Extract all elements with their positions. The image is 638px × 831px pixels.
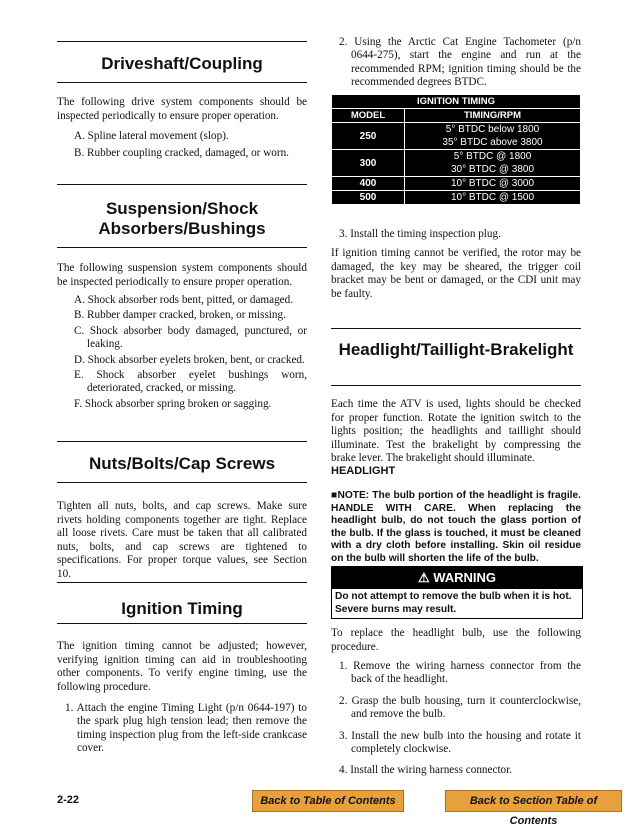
list-item: A. Shock absorber rods bent, pitted, or damaged. xyxy=(74,294,294,306)
warning-box xyxy=(331,566,583,619)
driveshaft-intro: The following drive system components should be inspected periodically to ensure proper operation. xyxy=(57,96,307,122)
timing-line: 35° BTDC above 3800 xyxy=(442,137,543,148)
ignition-steps-final xyxy=(331,228,581,241)
timing-cell xyxy=(405,123,581,150)
ignition-steps xyxy=(57,702,307,756)
driveshaft-heading: Driveshaft/Coupling xyxy=(101,54,263,73)
warning-title: ⚠ WARNING xyxy=(332,567,582,589)
list-item: B. Rubber coupling cracked, damaged, or worn. xyxy=(74,147,289,159)
column-header-timing: TIMING/RPM xyxy=(405,109,581,123)
verify-note: If ignition timing cannot be verified, the rotor may be damaged, the key may be sheared, the trigger coil bracket may be bent or damaged, or the CDI unit may be faulty. xyxy=(331,247,581,300)
headlight-heading: Headlight/Taillight-Brakelight xyxy=(338,340,574,359)
table-row xyxy=(332,177,581,191)
headlight-subhead: HEADLIGHT xyxy=(331,465,396,477)
list-item: 1. Remove the wiring harness connector from the back of the headlight. xyxy=(339,660,581,686)
table-title: IGNITION TIMING xyxy=(332,95,581,109)
model-cell: 250 xyxy=(332,123,405,150)
nuts-body: Tighten all nuts, bolts, and cap screws. Make sure rivets holding components together are tight. Replace all loose rivets. Care must be taken that all calibrated nuts, bolts, and cap screws are tightened to specifications. For proper torque values, see Section 10. xyxy=(57,500,307,580)
section-heading-suspension xyxy=(57,184,307,248)
model-cell: 400 xyxy=(332,177,405,191)
model-cell: 500 xyxy=(332,191,405,205)
timing-cell: 10° BTDC @ 1500 xyxy=(405,191,581,205)
headlight-steps xyxy=(331,660,581,778)
list-item: 1. Attach the engine Timing Light (p/n 0644-197) to the spark plug high tension lead; then remove the timing inspection plug from the left-side crankcase cover. xyxy=(65,702,307,755)
list-item: 2. Grasp the bulb housing, turn it counterclockwise, and remove the bulb. xyxy=(339,694,581,721)
model-cell: 300 xyxy=(332,150,405,177)
timing-cell: 10° BTDC @ 3000 xyxy=(405,177,581,191)
list-item: A. Spline lateral movement (slop). xyxy=(74,130,229,142)
nuts-heading: Nuts/Bolts/Cap Screws xyxy=(88,454,276,473)
warning-text: Do not attempt to remove the bulb when it is hot. Severe burns may result. xyxy=(335,591,572,615)
ignition-heading: Ignition Timing xyxy=(121,599,243,618)
timing-line: 5° BTDC below 1800 xyxy=(445,124,540,135)
list-item: 3. Install the new bulb into the housing and rotate it completely clockwise. xyxy=(339,729,581,756)
back-to-section-toc-button[interactable]: Back to Section Table of Contents xyxy=(445,790,622,812)
list-item: 2. Using the Arctic Cat Engine Tachometer (p/n 0644-275), start the engine and run at the recommended RPM; ignition timing should be the recommended degrees BTDC. xyxy=(339,36,581,89)
headlight-note: ■NOTE: The bulb portion of the headlight is fragile. HANDLE WITH CARE. When replacing the headlight bulb, do not touch the glass portion of the bulb. If the glass is touched, it must be cleaned with a dry cloth before installing. Skin oil residue on the bulb will shorten the life of the bulb. xyxy=(331,490,581,564)
ignition-body: The ignition timing cannot be adjusted; however, verifying ignition timing can aid in troubleshooting other components. To verify engine timing, use the following procedure. xyxy=(57,640,307,693)
list-item: F. Shock absorber spring broken or sagging. xyxy=(74,397,272,410)
section-heading-driveshaft xyxy=(57,41,307,83)
list-item: 4. Install the wiring harness connector. xyxy=(339,764,513,777)
list-item: B. Rubber damper cracked, broken, or missing. xyxy=(74,309,286,322)
timing-line: 30° BTDC @ 3800 xyxy=(450,164,535,175)
page-number: 2-22 xyxy=(57,794,80,806)
suspension-heading: Suspension/Shock Absorbers/Bushings xyxy=(98,199,266,238)
timing-cell xyxy=(405,150,581,177)
section-heading-headlight xyxy=(331,328,581,386)
list-item: E. Shock absorber eyelet bushings worn, deteriorated, cracked, or missing. xyxy=(74,369,307,395)
suspension-intro: The following suspension system components should be inspected periodically to ensure proper operation. xyxy=(57,262,307,288)
list-item: D. Shock absorber eyelets broken, bent, or cracked. xyxy=(74,353,305,366)
section-heading-ignition xyxy=(57,582,307,624)
list-item: 3. Install the timing inspection plug. xyxy=(339,228,501,240)
ignition-steps-continued xyxy=(331,36,581,90)
replace-intro: To replace the headlight bulb, use the following procedure. xyxy=(331,627,581,653)
ignition-timing-table xyxy=(331,94,581,205)
table-row xyxy=(332,123,581,150)
back-to-toc-button[interactable]: Back to Table of Contents xyxy=(252,790,404,812)
timing-line: 5° BTDC @ 1800 xyxy=(453,151,532,162)
column-header-model: MODEL xyxy=(332,109,405,123)
list-item: C. Shock absorber body damaged, punctured, or leaking. xyxy=(74,324,307,351)
headlight-body: Each time the ATV is used, lights should be checked for proper function. Rotate the ignition switch to the lights position; the headlights and taillight should illuminate. Test the brakelight by compressing the brake lever. The brakelight should illuminate. xyxy=(331,398,581,465)
table-row xyxy=(332,191,581,205)
driveshaft-list xyxy=(57,128,307,162)
section-heading-nuts xyxy=(57,441,307,483)
suspension-list xyxy=(57,294,307,411)
table-row xyxy=(332,150,581,177)
